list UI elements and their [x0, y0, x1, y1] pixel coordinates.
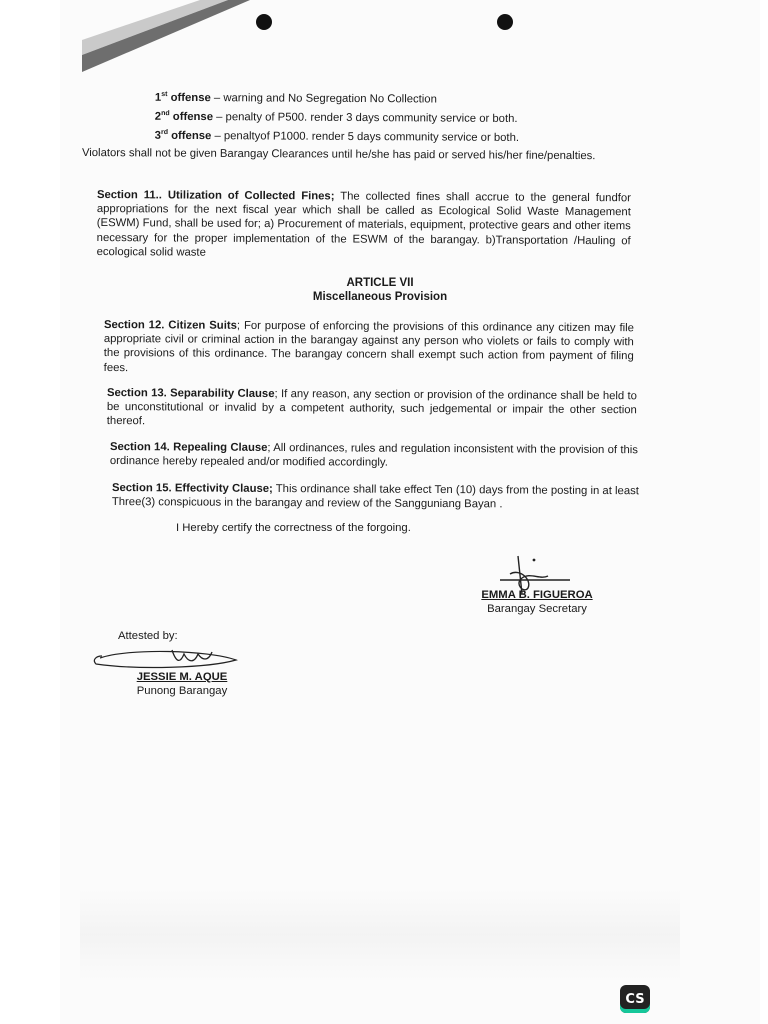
section-11-paragraph	[97, 188, 631, 262]
section-15-paragraph	[112, 481, 639, 513]
offense-number: 1	[154, 91, 162, 104]
section-15-body: This ordinance shall take effect Ten (10) days from the posting in at least Three(3) conspicuous in the barangay and review of the Sangguniang Bayan .	[111, 482, 639, 511]
secretary-title: Barangay Secretary	[487, 603, 587, 615]
offense-item	[155, 125, 519, 146]
punch-hole-left	[256, 14, 272, 30]
offense-number: 2	[154, 110, 162, 123]
attested-label: Attested by:	[118, 630, 178, 642]
bleed-through-shadow	[80, 890, 680, 980]
offense-suffix: rd	[161, 128, 169, 136]
section-11-title: Section 11.. Utilization of Collected Fines;	[96, 188, 335, 203]
offense-list	[155, 87, 520, 146]
section-13-paragraph	[107, 386, 637, 432]
offense-text: – penalty of P500. render 3 days community service or both.	[212, 110, 518, 125]
section-14-paragraph	[110, 440, 638, 472]
section-12-body: ; For purpose of enforcing the provisions of this ordinance any citizen may file appropriate civil or criminal action in the barangay against any person who violets or fails to comply with the provisions of this ordinance. The barangay concern shall exempt such action from payment of filing fees.	[103, 319, 634, 374]
section-12-paragraph	[104, 318, 634, 378]
offense-label: offense	[172, 110, 214, 123]
offense-number: 3	[154, 129, 162, 142]
offense-item	[155, 87, 519, 108]
article-title: Miscellaneous Provision	[312, 291, 448, 303]
offense-text: – penaltyof P1000. render 5 days community service or both.	[211, 129, 520, 144]
captain-title: Punong Barangay	[136, 685, 228, 697]
section-11-body: The collected fines shall accrue to the general fundfor appropriations for the next fiscal year which shall be called as Ecological Solid Waste Management (ESWM) Fund, shall be used for; a) Procurement of materials, equipment, protective gears and other items necessary for the proper implementation of the ESWM of the barangay. b)Transportation /Hauling of ecological solid waste	[96, 190, 631, 259]
secretary-name: EMMA B. FIGUEROA	[481, 589, 593, 601]
offense-label: offense	[170, 91, 211, 105]
camscanner-logo: CS	[620, 985, 650, 1013]
section-12-title: Section 12. Citizen Suits	[103, 318, 237, 332]
offense-text: – warning and No Segregation No Collection	[210, 92, 437, 106]
punch-hole-right	[497, 14, 513, 30]
offense-label: offense	[171, 129, 212, 142]
article-number: ARTICLE VII	[346, 277, 414, 289]
certification-line: I Hereby certify the correctness of the forgoing.	[176, 522, 411, 534]
section-13-title: Section 13. Separability Clause	[106, 386, 275, 401]
offense-suffix: nd	[161, 109, 170, 117]
offense-item	[155, 106, 519, 127]
captain-signature-block	[128, 670, 236, 698]
section-15-title: Section 15. Effectivity Clause;	[111, 481, 273, 495]
offense-suffix: st	[161, 91, 168, 99]
secretary-signature-block	[472, 588, 602, 616]
captain-name: JESSIE M. AQUE	[136, 671, 228, 683]
section-13-body: ; If any reason, any section or provision of the ordinance shall be held to be unconstitutional or invalid by a competent authority, such jedgemental or impair the other section thereof.	[106, 388, 637, 428]
section-14-body: ; All ordinances, rules and regulation inconsistent with the provision of this ordinance hereby repealed and/or modified accordingly.	[109, 441, 638, 469]
violators-paragraph: Violators shall not be given Barangay Clearances until he/she has paid or served his/her fine/penalties.	[81, 146, 596, 163]
section-14-title: Section 14. Repealing Clause	[109, 440, 268, 454]
